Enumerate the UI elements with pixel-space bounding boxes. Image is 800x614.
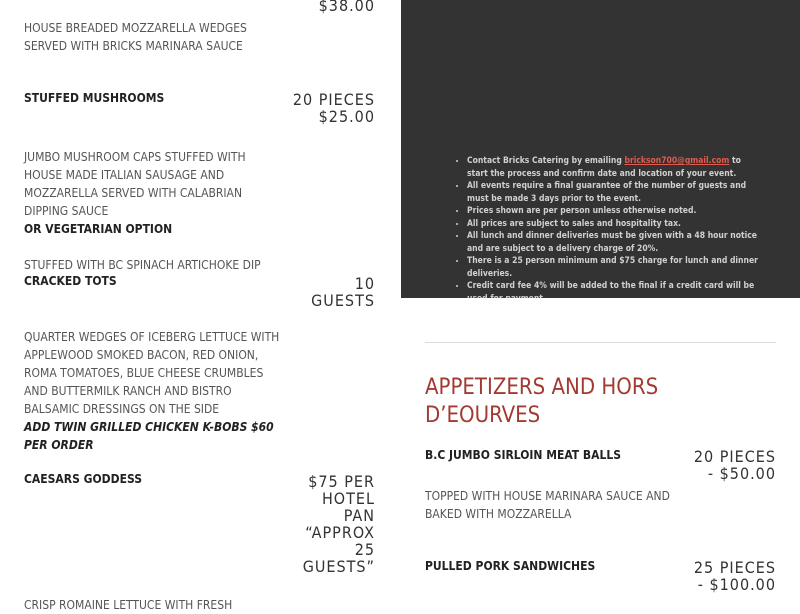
section-divider xyxy=(425,342,776,343)
info-item-delivery: • All lunch and dinner deliveries must be given with a 48 hour notice and are subject to a delivery charge of 20%. xyxy=(467,230,759,255)
cracked-tots-price-unit: GUESTS xyxy=(311,291,375,310)
info-contact-post: to start the process and confirm date and location of your event. xyxy=(467,156,741,179)
meatballs-name: B.C JUMBO SIRLOIN MEAT BALLS xyxy=(425,448,622,462)
info-item-minimum: • There is a 25 person minimum and $75 charge for lunch and dinner deliveries. xyxy=(467,255,759,280)
catering-info-list xyxy=(453,155,759,305)
mozzarella-description: HOUSE BREADED MOZZARELLA WEDGES SERVED WITH BRICKS MARINARA SAUCE xyxy=(24,21,247,53)
caesars-goddess-desc-text: CRISP ROMAINE LETTUCE WITH FRESH xyxy=(24,598,233,612)
pulled-pork-price-amount: - $100.00 xyxy=(697,575,776,594)
vegetarian-option-label: OR VEGETARIAN OPTION xyxy=(24,222,173,236)
meatballs-description: TOPPED WITH HOUSE MARINARA SAUCE AND BAKED WITH MOZZARELLA xyxy=(425,489,670,521)
cracked-tots-name: CRACKED TOTS xyxy=(24,274,117,288)
info-item-credit-card: • Credit card fee 4% will be added to the final if a credit card will be xyxy=(467,280,759,305)
stuffed-mushrooms-desc-text: JUMBO MUSHROOM CAPS STUFFED WITH HOUSE MADE ITALIAN SAUSAGE AND MOZZARELLA SERVED WITH CALABRIAN DIPPING SAUCE xyxy=(24,150,246,218)
stuffed-mushrooms-price xyxy=(250,91,375,125)
pulled-pork-price xyxy=(651,559,776,593)
stuffed-mushrooms-price-amount: $25.00 xyxy=(318,107,375,126)
info-item-tax: • All prices are subject to sales and hospitality tax. xyxy=(467,218,759,231)
stuffed-mushrooms-name: STUFFED MUSHROOMS xyxy=(24,91,165,105)
meatballs-price xyxy=(651,448,776,482)
stuffed-mushrooms-description xyxy=(24,130,344,274)
meatballs-price-qty: 20 PIECES xyxy=(693,447,776,466)
info-item-contact xyxy=(467,155,759,180)
menu-right-column xyxy=(401,298,800,600)
caesars-goddess-price: $75 PER HOTEL PAN “APPROX 25 GUESTS” xyxy=(302,472,375,576)
pulled-pork-price-qty: 25 PIECES xyxy=(693,558,776,577)
info-contact-pre: Contact Bricks Catering by emailing xyxy=(467,156,625,166)
cracked-tots-description xyxy=(24,310,354,472)
stuffed-mushrooms-price-qty: 20 PIECES xyxy=(292,90,375,109)
caesars-goddess-description xyxy=(24,578,324,612)
section-title: APPETIZERS AND HORS D’EOURVES xyxy=(425,375,659,428)
meatballs-price-amount: - $50.00 xyxy=(707,464,776,483)
mozzarella-price: $38.00 xyxy=(318,0,375,15)
info-item-guarantee: • All events require a final guarantee of the number of guests and must be made 3 days prior to the event. xyxy=(467,180,759,205)
info-item-per-person: • Prices shown are per person unless otherwise noted. xyxy=(467,205,759,218)
cracked-tots-price-qty: 10 xyxy=(354,274,375,293)
vegetarian-option-desc: STUFFED WITH BC SPINACH ARTICHOKE DIP xyxy=(24,258,261,272)
cracked-tots-price xyxy=(290,274,375,310)
pulled-pork-name: PULLED PORK SANDWICHES xyxy=(425,559,596,573)
cracked-tots-desc-text: QUARTER WEDGES OF ICEBERG LETTUCE WITH APPLEWOOD SMOKED BACON, RED ONION, ROMA TOMATOES, BLUE CHEESE CRUMBLES AND BUTTERMILK RANCH AND BISTRO BALSAMIC DRESSINGS ON THE SIDE xyxy=(24,330,280,416)
email-link[interactable]: brickson700@gmail.com xyxy=(624,156,730,166)
catering-info-panel xyxy=(401,0,800,298)
caesars-goddess-name: CAESARS GODDESS xyxy=(24,472,142,486)
menu-left-column xyxy=(0,0,400,612)
chicken-kbob-addon: ADD TWIN GRILLED CHICKEN K-BOBS $60 PER ORDER xyxy=(24,420,274,452)
